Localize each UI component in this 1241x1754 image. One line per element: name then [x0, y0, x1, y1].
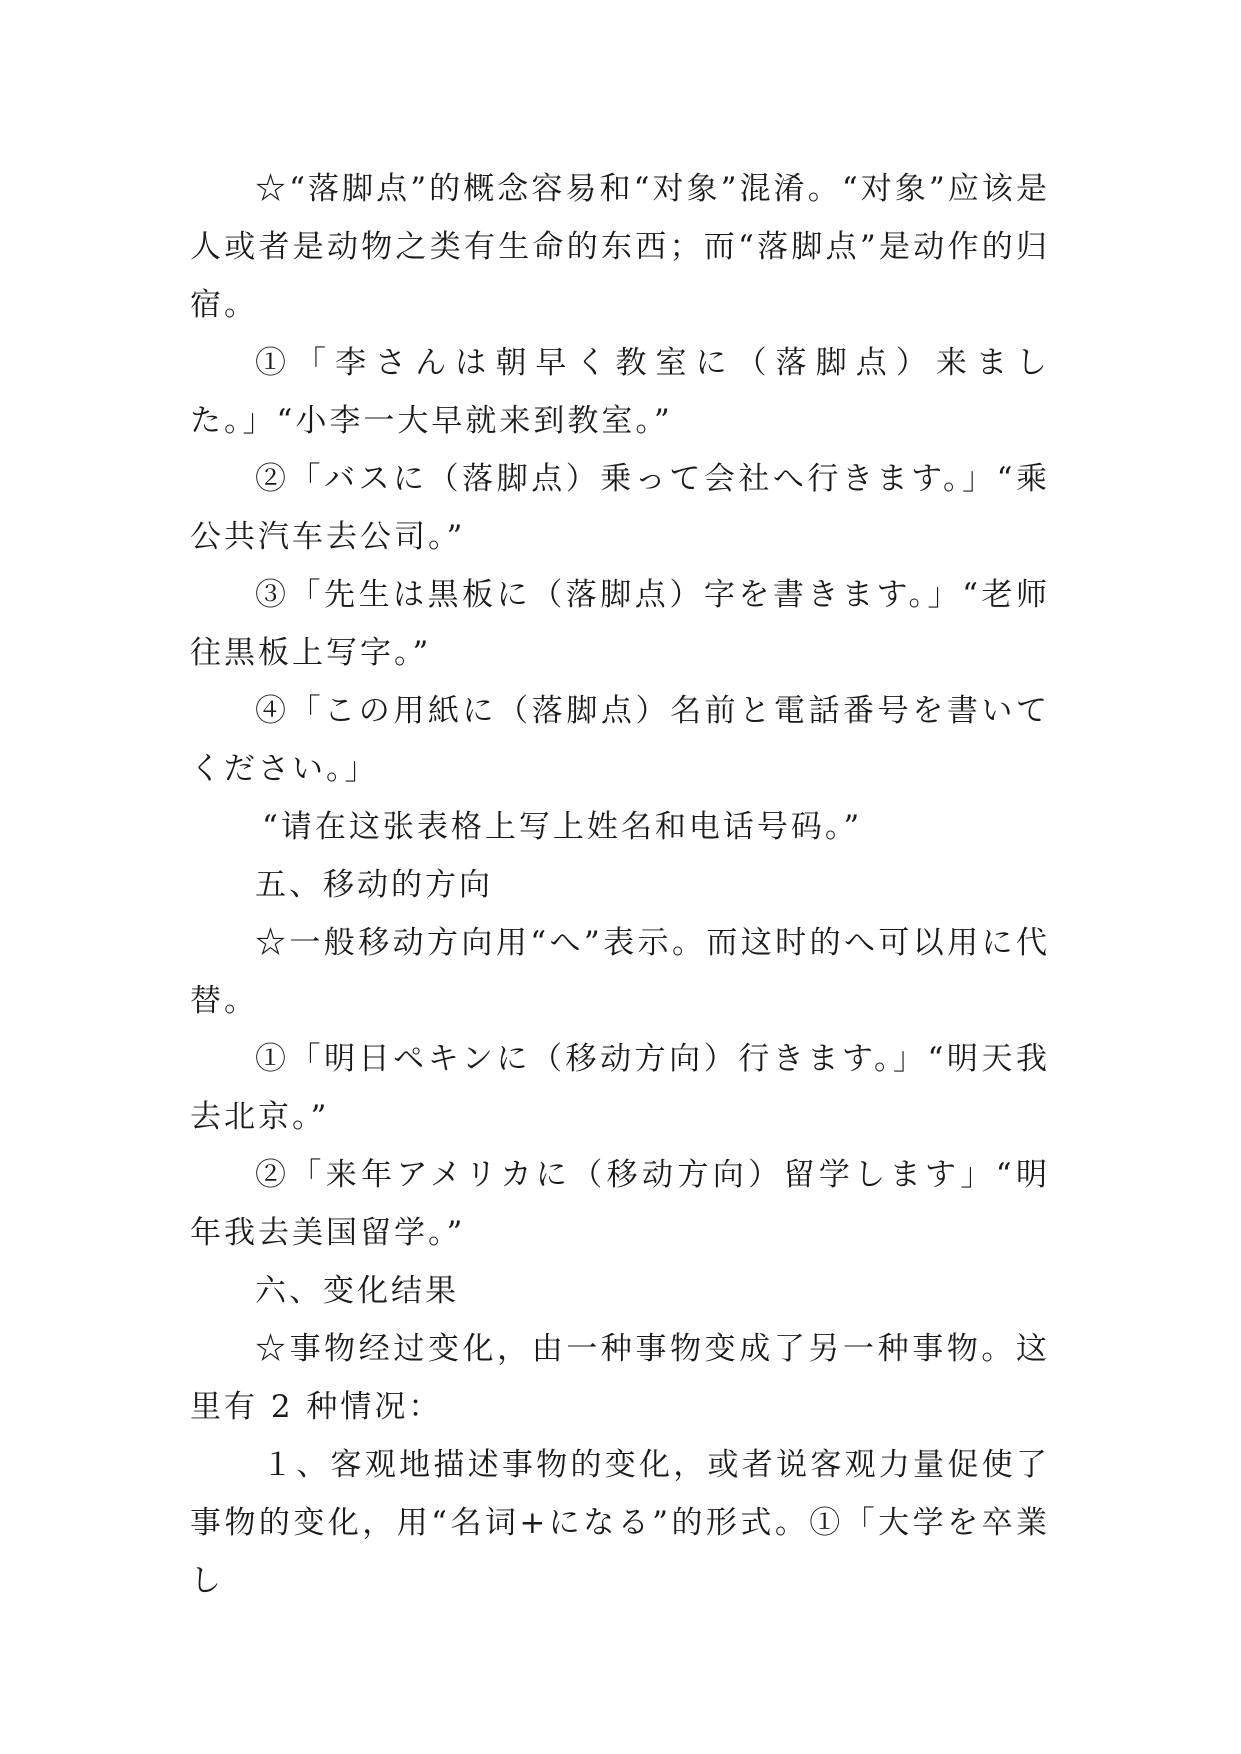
paragraph: ☆“落脚点”的概念容易和“对象”混淆。“对象”应该是人或者是动物之类有生命的东西；而“落脚点”是动作的归宿。: [190, 171, 1050, 323]
paragraph: ☆一般移动方向用“へ”表示。而这时的へ可以用に代替。: [190, 925, 1050, 1019]
paragraph: ①「李さんは朝早く教室に（落脚点）来ました。」“小李一大早就来到教室。”: [190, 345, 1050, 439]
paragraph: ①「明日ペキンに（移动方向）行きます。」“明天我去北京。”: [190, 1041, 1050, 1135]
paragraph: １、客观地描述事物的变化，或者说客观力量促使了事物的变化，用“名词+になる”的形式。①「大学を卒業し: [190, 1447, 1050, 1599]
paragraph: ②「バスに（落脚点）乗って会社へ行きます。」“乘公共汽车去公司。”: [190, 461, 1050, 555]
paragraph: ③「先生は黒板に（落脚点）字を書きます。」“老师往黒板上写字。”: [190, 577, 1050, 671]
paragraph: ☆事物经过变化，由一种事物变成了另一种事物。这里有 2 种情况：: [190, 1331, 1050, 1425]
paragraph: ②「来年アメリカに（移动方向）留学します」“明年我去美国留学。”: [190, 1157, 1050, 1251]
document-body: [190, 160, 1050, 1610]
section-heading: 五、移动的方向: [255, 867, 493, 903]
paragraph: “请在这张表格上写上姓名和电话号码。”: [262, 809, 863, 845]
section-heading: 六、变化结果: [255, 1273, 459, 1309]
paragraph: ④「この用紙に（落脚点）名前と電話番号を書いてください。」: [190, 693, 1050, 787]
